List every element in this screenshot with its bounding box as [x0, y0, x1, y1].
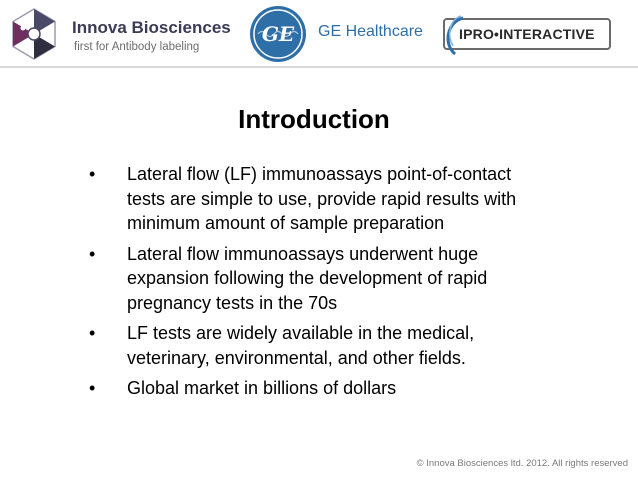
bullet-text: Lateral flow (LF) immunoassays point-of-contact tests are simple to use, provide rapid results with minimum amount of sample preparation: [127, 164, 517, 233]
bullet-marker: •: [89, 378, 96, 398]
ipro-interactive-logo: [443, 18, 611, 50]
bullet-marker: •: [89, 323, 96, 343]
bullet-text: Global market in billions of dollars: [127, 378, 397, 398]
innova-logo: [6, 6, 231, 62]
slide-title: Introduction: [238, 104, 390, 134]
innova-tagline: first for Antibody labeling: [74, 41, 200, 53]
bullet-text: LF tests are widely available in the medical, veterinary, environmental, and other fields.: [127, 323, 475, 368]
ge-monogram-text: GE: [261, 22, 295, 46]
copyright-footer: © Innova Biosciences ltd. 2012. All rights reserved: [416, 458, 628, 469]
ge-monogram-icon: [248, 4, 308, 64]
ipro-interactive-name: IPRO•INTERACTIVE: [459, 26, 595, 42]
innova-name: Innova Biosciences: [72, 18, 231, 37]
ge-healthcare-logo: [248, 4, 428, 64]
bullet-item: [89, 376, 529, 401]
slide-header: [0, 0, 638, 68]
bullet-item: [89, 321, 529, 370]
bullet-item: [89, 162, 529, 236]
bullet-item: [89, 242, 529, 316]
bullet-list: [89, 162, 529, 407]
bullet-marker: •: [89, 243, 96, 264]
bullet-text: Lateral flow immunoassays underwent huge expansion following the development of rapid pregnancy tests in the 70s: [127, 243, 488, 313]
innova-hexagon-icon: [6, 6, 62, 62]
ge-healthcare-name: GE Healthcare: [318, 23, 423, 40]
header-divider: [0, 66, 638, 68]
bullet-marker: •: [89, 164, 96, 184]
